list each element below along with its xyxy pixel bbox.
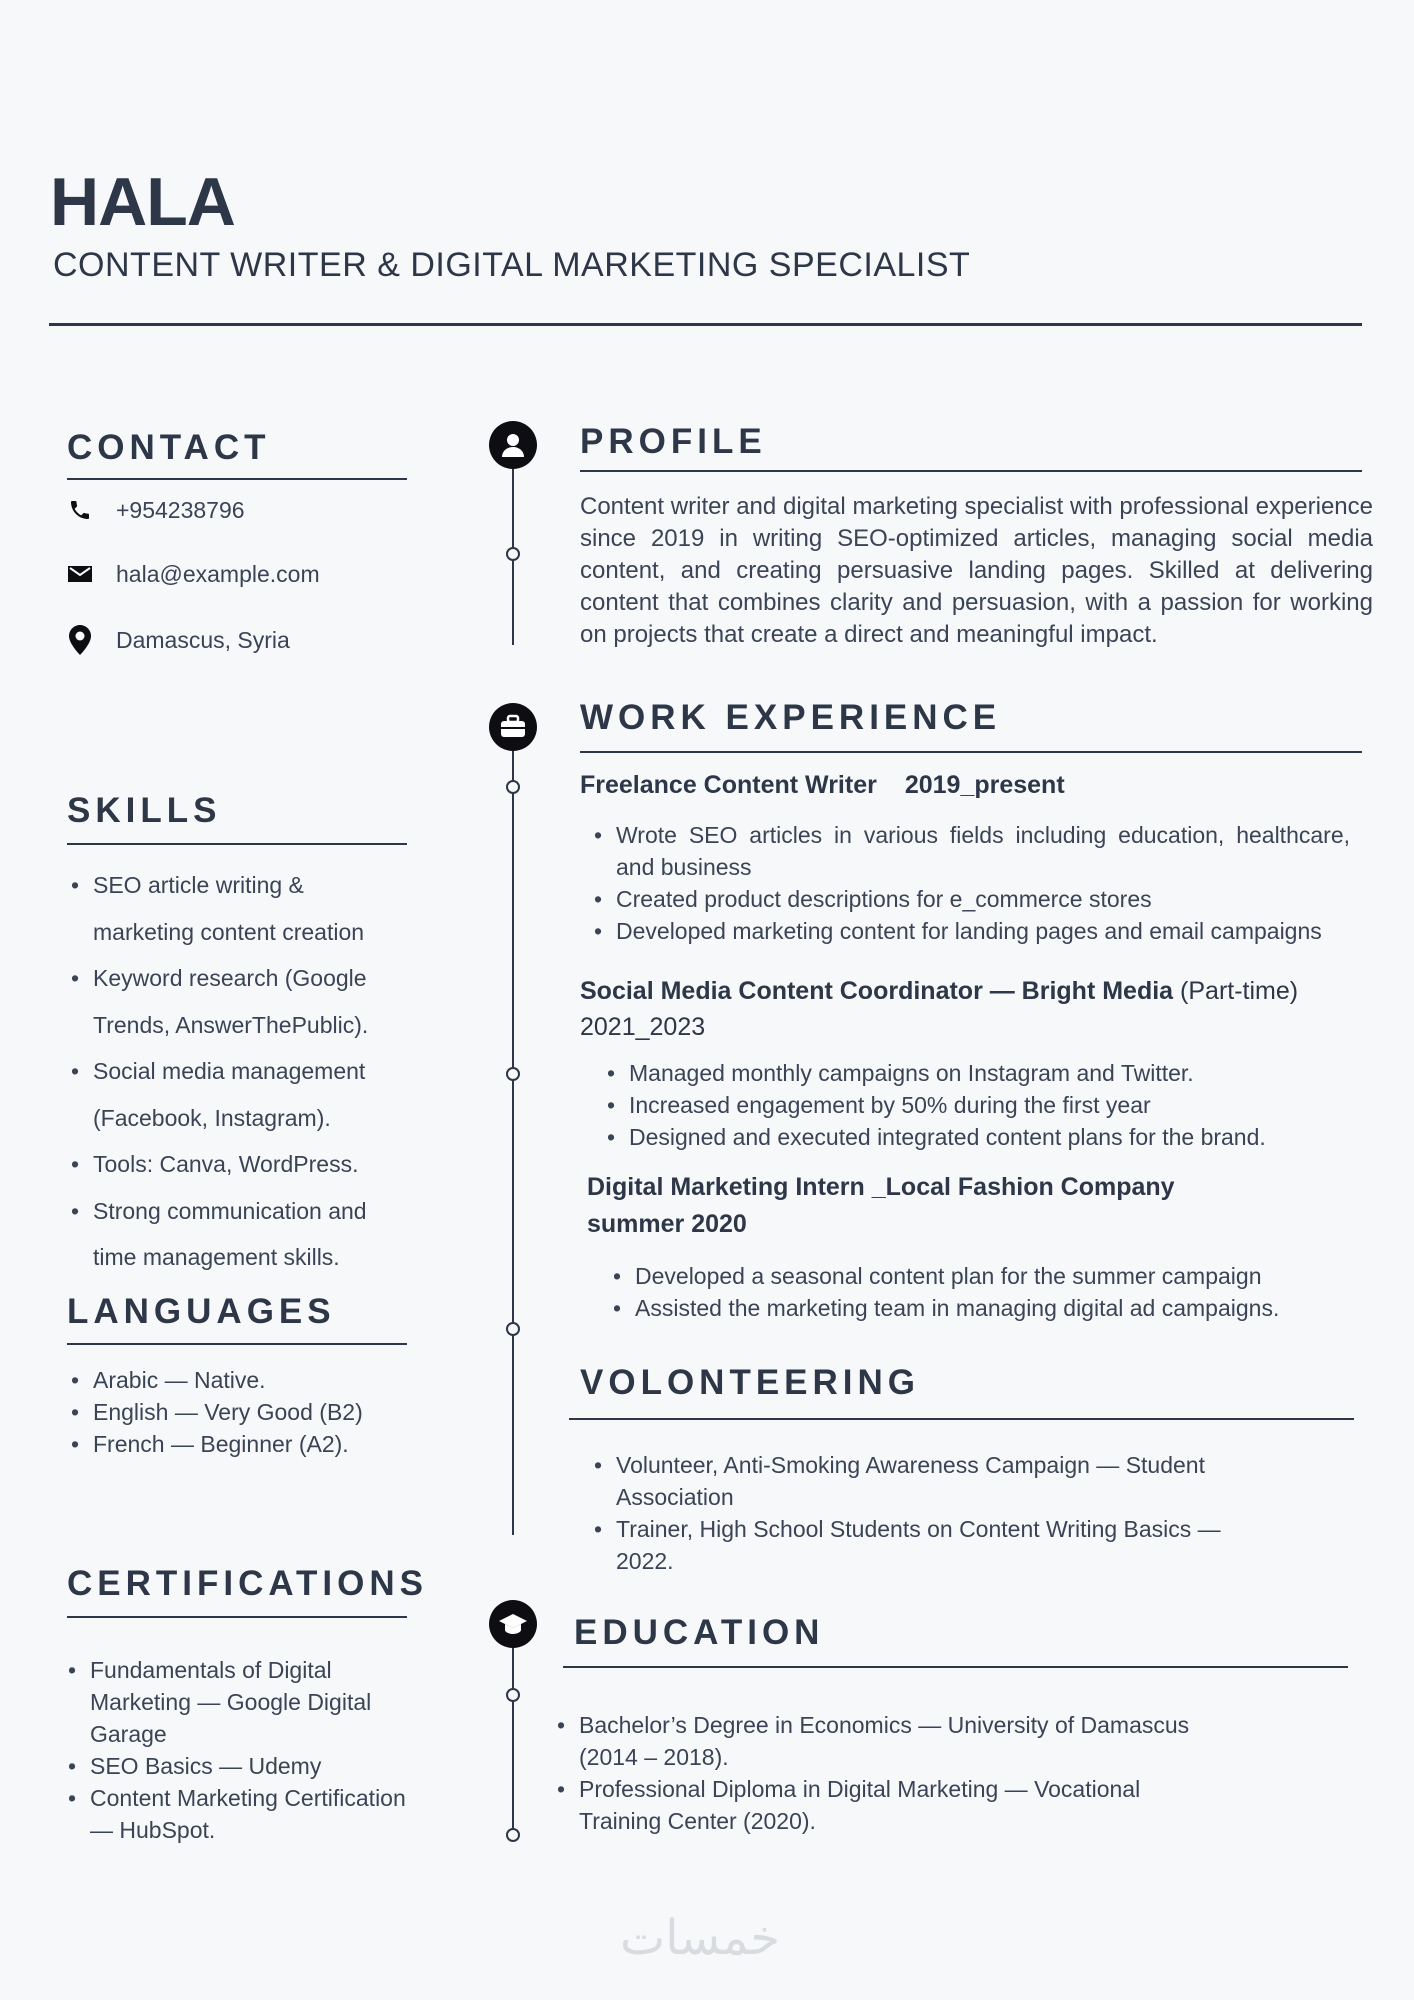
- list-item: • Trainer, High School Students on Content Writing Basics — 2022.: [590, 1513, 1250, 1577]
- contact-divider: [67, 478, 407, 480]
- profile-user-icon: [489, 421, 537, 469]
- contact-email: [66, 560, 320, 588]
- contact-heading: CONTACT: [67, 428, 271, 467]
- languages-divider: [67, 1343, 407, 1345]
- watermark-logo: خمسات: [620, 1910, 781, 1966]
- timeline-dot: [506, 1322, 520, 1336]
- work-divider: [580, 751, 1362, 753]
- briefcase-icon: [489, 703, 537, 751]
- job-title-text: Freelance Content Writer: [580, 771, 877, 799]
- candidate-title: CONTENT WRITER & DIGITAL MARKETING SPECIALIST: [53, 246, 971, 284]
- education-list: [553, 1709, 1213, 1837]
- profile-divider: [580, 470, 1362, 472]
- phone-number[interactable]: +954238796: [116, 496, 245, 523]
- job-date: 2019_present: [904, 771, 1065, 799]
- list-item: • Arabic — Native.: [67, 1364, 407, 1396]
- job-bullets: [590, 819, 1350, 947]
- work-heading: WORK EXPERIENCE: [580, 698, 1002, 737]
- envelope-icon: [66, 560, 94, 588]
- job-bullets: [609, 1260, 1369, 1324]
- list-item: • Strong communication and time management skills.: [67, 1188, 407, 1281]
- location-text: Damascus, Syria: [116, 626, 290, 653]
- timeline-segment-profile: [512, 445, 514, 645]
- profile-summary: Content writer and digital marketing specialist with professional experience since 2019 in writing SEO-optimized articles, managing social media content, and creating persuasive landing pages. Skilled at delivering content that combines clarity and persuasion, with a passion for working on projects that create a direct and meaningful impact.: [580, 493, 1373, 648]
- contact-phone: [66, 496, 245, 524]
- list-item: • French — Beginner (A2).: [67, 1428, 407, 1460]
- volunteering-list: [590, 1449, 1250, 1577]
- list-item: • Created product descriptions for e_commerce stores: [590, 883, 1350, 915]
- timeline-segment-work: [512, 750, 514, 1535]
- skills-list: [67, 862, 407, 1281]
- timeline-dot: [506, 780, 520, 794]
- phone-icon: [66, 496, 94, 524]
- list-item: • Content Marketing Certification — HubSpot.: [64, 1782, 434, 1846]
- list-item: • Keyword research (Google Trends, AnswerThePublic).: [67, 955, 407, 1048]
- profile-heading: PROFILE: [580, 422, 767, 461]
- skills-heading: SKILLS: [67, 791, 222, 830]
- certifications-heading: CERTIFICATIONS: [67, 1564, 429, 1603]
- job-title: [580, 768, 1065, 802]
- list-item: • Developed a seasonal content plan for the summer campaign: [609, 1260, 1369, 1292]
- job-title: [580, 974, 1370, 1008]
- map-pin-icon: [66, 626, 94, 654]
- contact-location: [66, 626, 290, 654]
- job-bullets: [603, 1057, 1363, 1153]
- list-item: • Managed monthly campaigns on Instagram and Twitter.: [603, 1057, 1363, 1089]
- list-item: • Designed and executed integrated content plans for the brand.: [603, 1121, 1363, 1153]
- list-item: • Wrote SEO articles in various fields including education, healthcare, and business: [590, 819, 1350, 883]
- job-title: Digital Marketing Intern _Local Fashion Company: [587, 1173, 1175, 1201]
- certifications-list: [64, 1654, 434, 1846]
- education-divider: [563, 1666, 1348, 1668]
- list-item: • Fundamentals of Digital Marketing — Google Digital Garage: [64, 1654, 434, 1750]
- list-item: • SEO article writing & marketing content creation: [67, 862, 407, 955]
- list-item: • Volunteer, Anti-Smoking Awareness Campaign — Student Association: [590, 1449, 1250, 1513]
- languages-list: [67, 1364, 407, 1460]
- volunteering-divider: [569, 1418, 1354, 1420]
- candidate-name: HALA: [50, 164, 235, 240]
- job-date: 2021_2023: [580, 1013, 706, 1041]
- email-address[interactable]: hala@example.com: [116, 560, 320, 587]
- list-item: • Bachelor’s Degree in Economics — University of Damascus (2014 – 2018).: [553, 1709, 1213, 1773]
- education-heading: EDUCATION: [574, 1613, 825, 1652]
- timeline-segment-education: [512, 1640, 514, 1840]
- header-divider: [49, 323, 1362, 326]
- list-item: • English — Very Good (B2): [67, 1396, 407, 1428]
- list-item: • Assisted the marketing team in managing digital ad campaigns.: [609, 1292, 1369, 1324]
- skills-divider: [67, 843, 407, 845]
- job-employment-type: (Part-time): [1173, 977, 1299, 1005]
- list-item: • Developed marketing content for landing pages and email campaigns: [590, 915, 1350, 947]
- graduation-cap-icon: [489, 1600, 537, 1648]
- list-item: • Tools: Canva, WordPress.: [67, 1141, 407, 1188]
- timeline-dot: [506, 1067, 520, 1081]
- timeline-dot: [506, 547, 520, 561]
- volunteering-heading: VOLONTEERING: [580, 1363, 921, 1402]
- list-item: • Professional Diploma in Digital Marketing — Vocational Training Center (2020).: [553, 1773, 1213, 1837]
- certifications-divider: [67, 1616, 407, 1618]
- list-item: • SEO Basics — Udemy: [64, 1750, 434, 1782]
- list-item: • Increased engagement by 50% during the first year: [603, 1089, 1363, 1121]
- list-item: • Social media management (Facebook, Instagram).: [67, 1048, 407, 1141]
- job-title-text: Social Media Content Coordinator — Bright Media: [580, 977, 1174, 1005]
- timeline-dot: [506, 1828, 520, 1842]
- timeline-dot: [506, 1688, 520, 1702]
- languages-heading: LANGUAGES: [67, 1292, 336, 1331]
- job-date: summer 2020: [587, 1210, 747, 1238]
